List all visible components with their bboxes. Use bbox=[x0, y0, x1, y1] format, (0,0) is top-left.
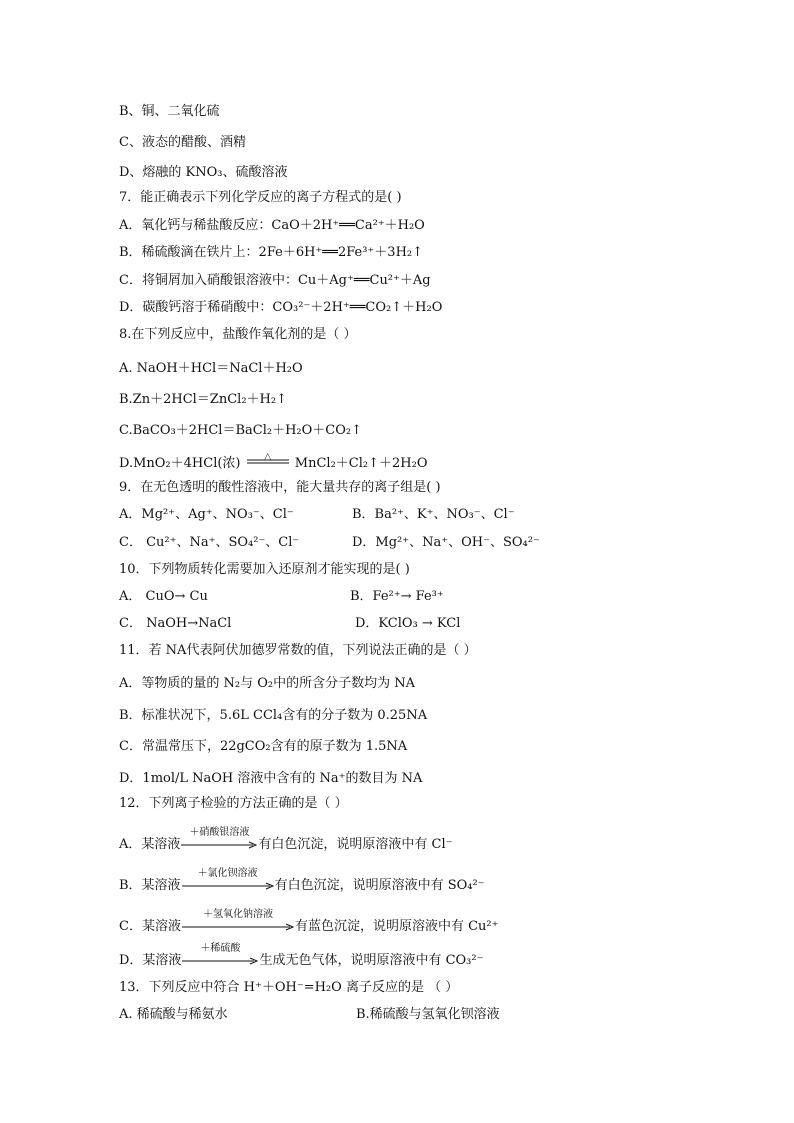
arrow-icon bbox=[181, 841, 257, 849]
q12-option-b bbox=[119, 868, 485, 894]
q9-option-a: A．Mg²⁺、Ag⁺、NO₃⁻、Cl⁻ bbox=[119, 507, 294, 522]
q8-option-c: C.BaCO₃＋2HCl＝BaCl₂＋H₂O＋CO₂↑ bbox=[119, 423, 362, 438]
q8d-products: MnCl₂＋Cl₂↑＋2H₂O bbox=[294, 456, 428, 471]
q10-option-b: B．Fe²⁺→ Fe³⁺ bbox=[350, 589, 444, 604]
reaction-arrow bbox=[182, 943, 258, 966]
q8-option-d bbox=[119, 452, 428, 472]
arrow-icon bbox=[182, 957, 258, 965]
arrow-icon bbox=[182, 882, 274, 890]
q6-option-c: C、液态的醋酸、酒精 bbox=[119, 135, 246, 150]
q7-option-c: C．将铜屑加入硝酸银溶液中：Cu＋Ag⁺══Cu²⁺＋Ag bbox=[119, 273, 431, 288]
q10-option-a: A． CuO→ Cu bbox=[119, 589, 208, 604]
reaction-arrow bbox=[182, 868, 274, 891]
q12b-prefix: B．某溶液 bbox=[119, 878, 181, 893]
q7-option-a: A．氧化钙与稀盐酸反应：CaO＋2H⁺══Ca²⁺＋H₂O bbox=[119, 218, 425, 233]
q6-option-b: B、铜、二氧化硫 bbox=[119, 104, 220, 119]
q12-option-c bbox=[119, 909, 499, 935]
q11-option-b: B．标准状况下，5.6L CCl₄含有的分子数为 0.25NA bbox=[119, 708, 428, 723]
q9-option-b: B．Ba²⁺、K⁺、NO₃⁻、Cl⁻ bbox=[352, 507, 515, 522]
reaction-arrow bbox=[181, 827, 257, 850]
q13-option-b: B.稀硫酸与氢氧化钡溶液 bbox=[356, 1007, 500, 1022]
q11-option-c: C．常温常压下，22gCO₂含有的原子数为 1.5NA bbox=[119, 739, 408, 754]
q10-option-d: D．KClO₃ → KCl bbox=[355, 616, 461, 631]
q7-option-b: B．稀硫酸滴在铁片上：2Fe＋6H⁺══2Fe³⁺＋3H₂↑ bbox=[119, 245, 424, 260]
q13-stem: 13．下列反应中符合 H⁺＋OH⁻=H₂O 离子反应的是 （ ） bbox=[119, 980, 459, 995]
q12-option-d bbox=[119, 943, 484, 969]
q12c-reagent: ＋氢氧化钠溶液 bbox=[202, 909, 273, 920]
q12a-reagent: ＋硝酸银溶液 bbox=[189, 827, 250, 838]
reaction-arrow bbox=[182, 909, 294, 932]
heat-symbol: △ bbox=[264, 452, 272, 462]
q7-stem: 7．能正确表示下列化学反应的离子方程式的是( ) bbox=[119, 190, 402, 205]
q9-option-d: D．Mg²⁺、Na⁺、OH⁻、SO₄²⁻ bbox=[352, 535, 540, 550]
q11-option-a: A．等物质的量的 N₂与 O₂中的所含分子数均为 NA bbox=[119, 676, 416, 691]
q12b-reagent: ＋氯化钡溶液 bbox=[197, 868, 258, 879]
q12b-conclusion: 有白色沉淀，说明原溶液中有 SO₄²⁻ bbox=[274, 878, 485, 893]
q10-stem: 10．下列物质转化需要加入还原剂才能实现的是( ) bbox=[119, 562, 410, 577]
q8-option-b: B.Zn＋2HCl＝ZnCl₂＋H₂↑ bbox=[119, 392, 287, 407]
heating-condition-arrow bbox=[245, 452, 291, 469]
q13-option-a: A. 稀硫酸与稀氨水 bbox=[119, 1007, 228, 1022]
q12d-reagent: ＋稀硫酸 bbox=[200, 943, 241, 954]
q12d-conclusion: 生成无色气体，说明原溶液中有 CO₃²⁻ bbox=[259, 953, 484, 968]
q12-stem: 12．下列离子检验的方法正确的是（ ） bbox=[119, 796, 348, 811]
q12a-prefix: A．某溶液 bbox=[119, 837, 181, 852]
q11-option-d: D．1mol/L NaOH 溶液中含有的 Na⁺的数目为 NA bbox=[119, 771, 423, 786]
q8-option-a: A. NaOH＋HCl＝NaCl＋H₂O bbox=[119, 361, 303, 376]
q12d-prefix: D．某溶液 bbox=[119, 953, 182, 968]
q12-option-a bbox=[119, 827, 453, 853]
q10-option-c: C． NaOH→NaCl bbox=[119, 616, 232, 631]
arrow-icon bbox=[182, 923, 294, 931]
q12a-conclusion: 有白色沉淀，说明原溶液中有 Cl⁻ bbox=[258, 837, 453, 852]
double-line-icon bbox=[245, 459, 291, 465]
q7-option-d: D．碳酸钙溶于稀硝酸中：CO₃²⁻＋2H⁺══CO₂↑＋H₂O bbox=[119, 300, 443, 315]
q8-stem: 8.在下列反应中，盐酸作氧化剂的是（ ） bbox=[119, 327, 357, 342]
q11-stem: 11．若 NA代表阿伏加德罗常数的值，下列说法正确的是（ ） bbox=[119, 643, 477, 658]
q12c-conclusion: 有蓝色沉淀，说明原溶液中有 Cu²⁺ bbox=[294, 919, 499, 934]
q8d-reactants: D.MnO₂＋4HCl(浓) bbox=[119, 456, 241, 471]
q12c-prefix: C．某溶液 bbox=[119, 919, 181, 934]
q9-stem: 9．在无色透明的酸性溶液中，能大量共存的离子组是( ) bbox=[119, 480, 441, 495]
q6-option-d: D、熔融的 KNO₃、硫酸溶液 bbox=[119, 165, 288, 180]
q9-option-c: C． Cu²⁺、Na⁺、SO₄²⁻、Cl⁻ bbox=[119, 535, 300, 550]
